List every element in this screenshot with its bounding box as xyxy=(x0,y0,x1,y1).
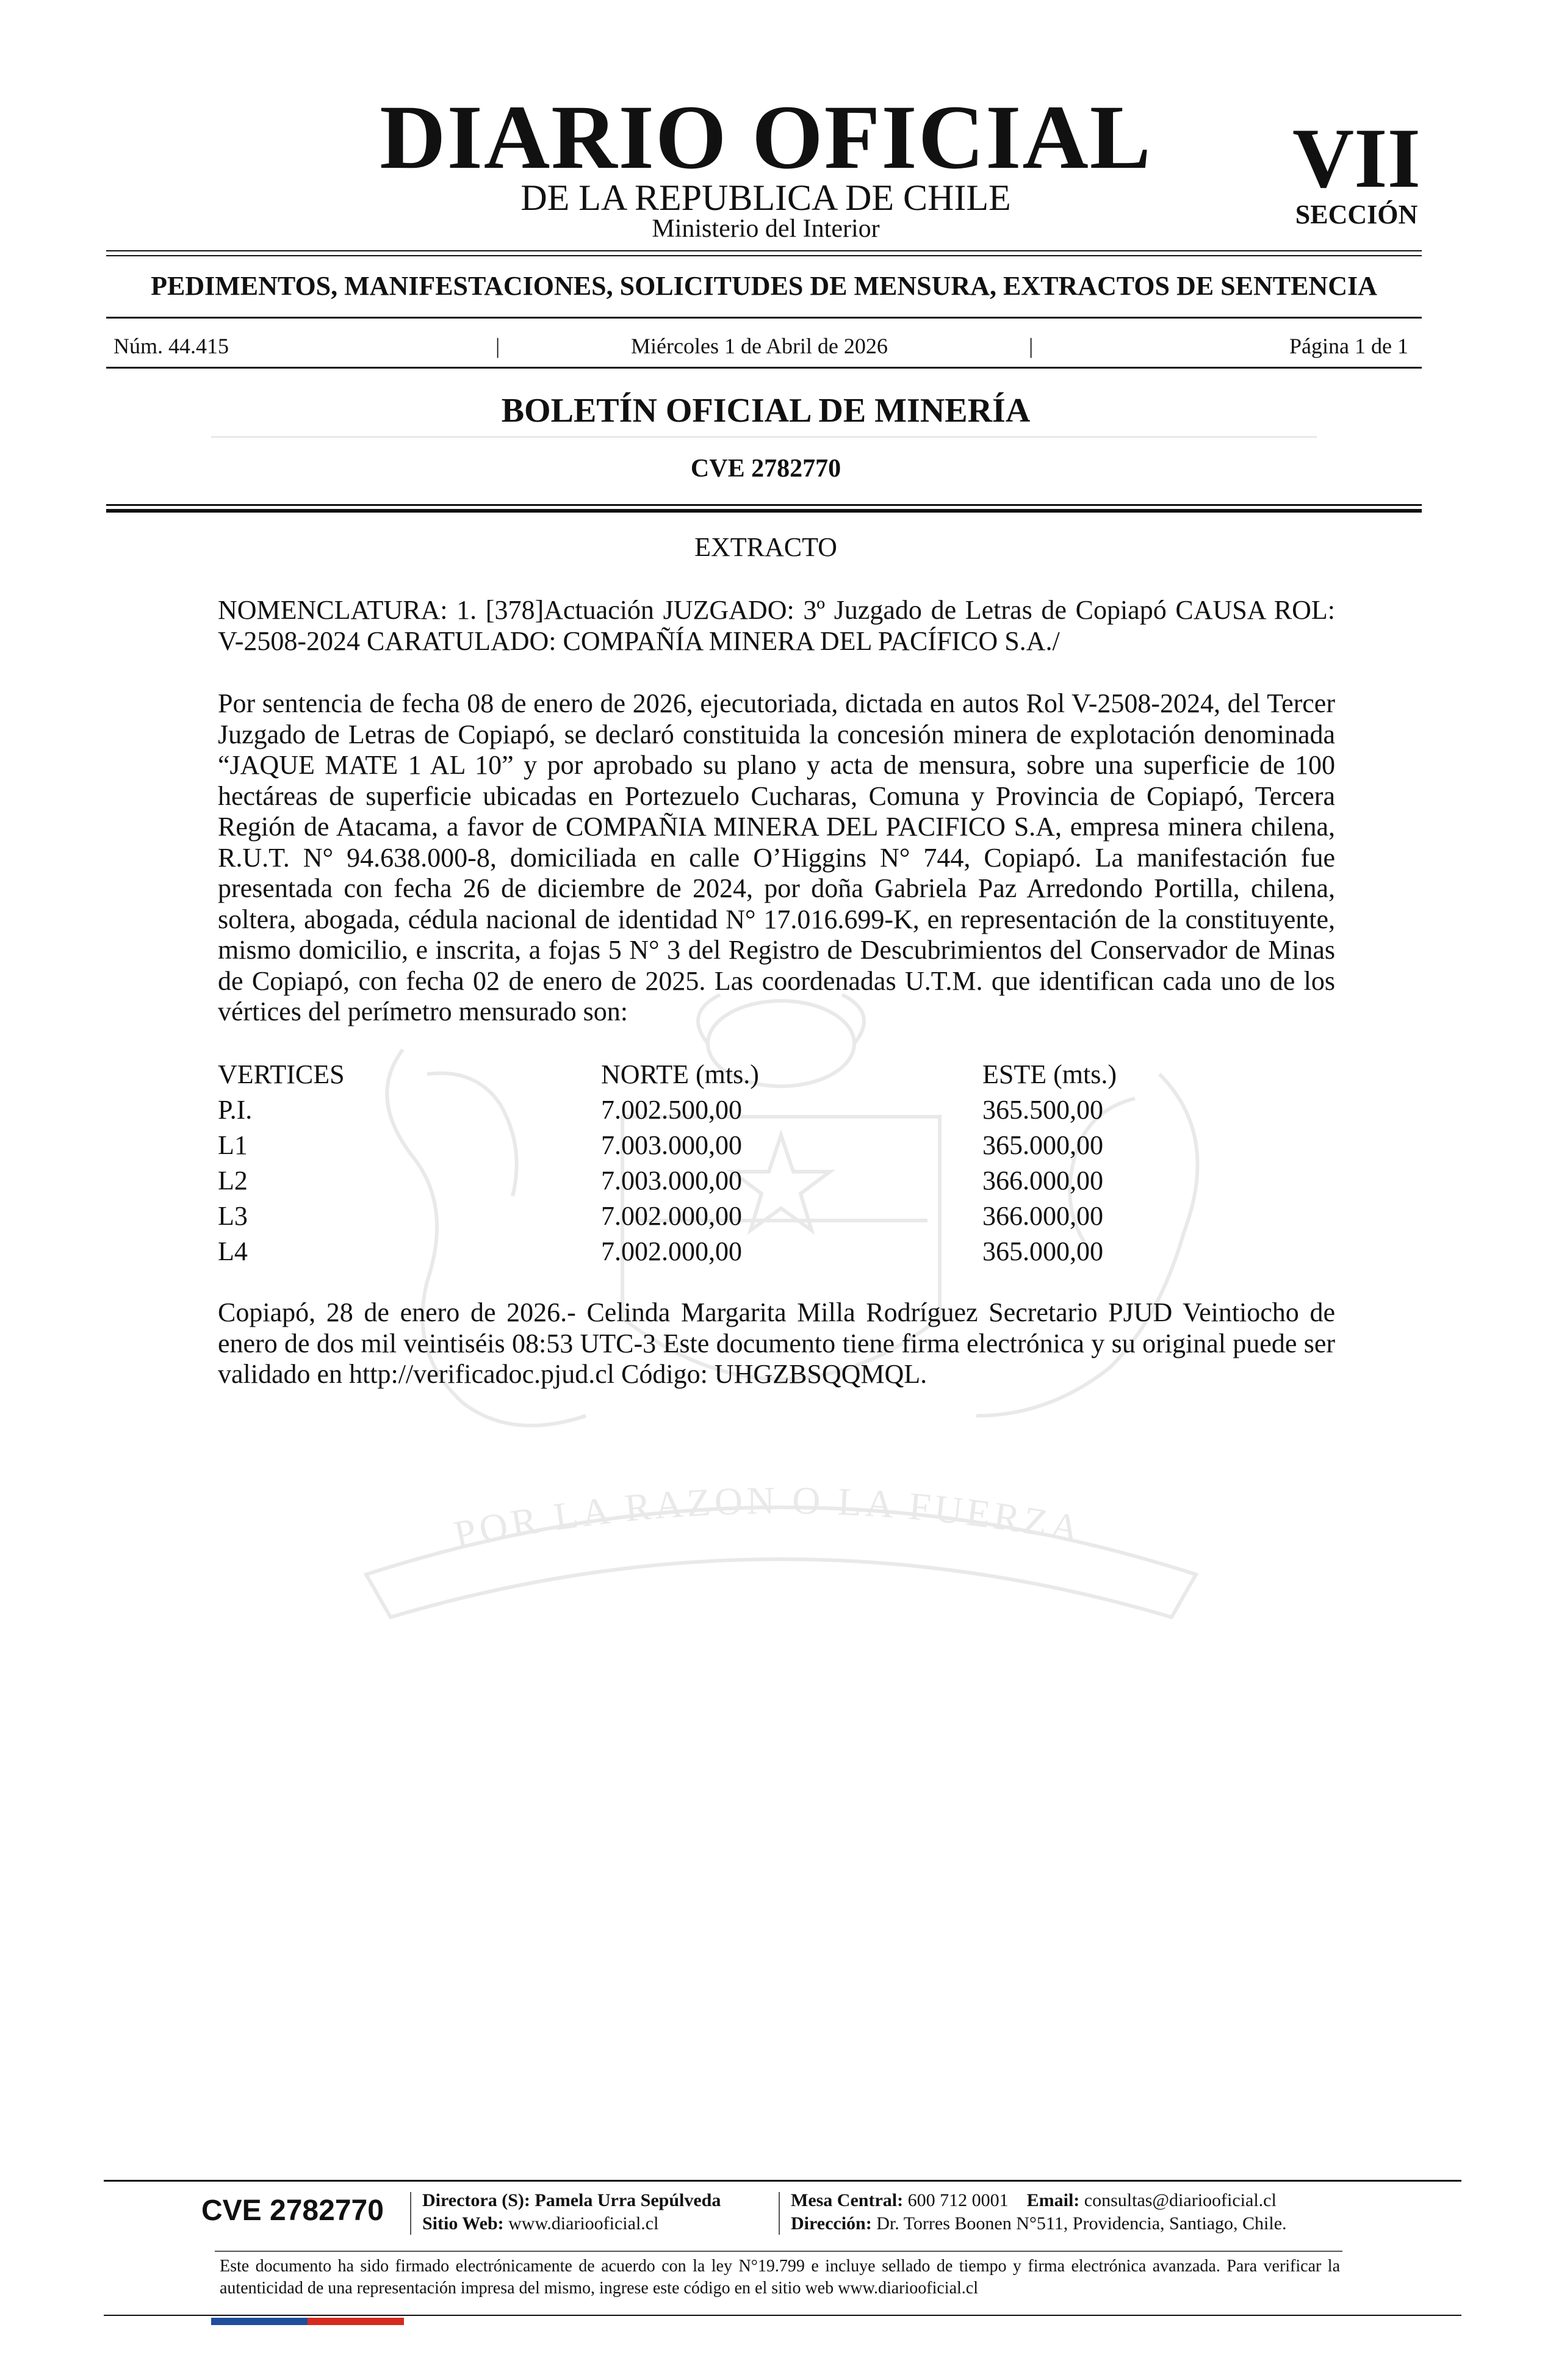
directora-value: Pamela Urra Sepúlveda xyxy=(535,2190,721,2210)
mesa-label: Mesa Central: xyxy=(791,2190,904,2210)
table-cell-este: 365.500,00 xyxy=(982,1095,1103,1125)
document-heading: EXTRACTO xyxy=(694,532,837,562)
nomenclatura-paragraph: NOMENCLATURA: 1. [378]Actuación JUZGADO: 3º Juzgado de Letras de Copiapó CAUSA ROL: V-2508-2024 CARATULADO: COMPAÑÍA MINERA DEL PACÍFICO S.A./ xyxy=(218,595,1335,656)
bulletin-thin-rule xyxy=(211,436,1317,438)
issue-date: Miércoles 1 de Abril de 2026 xyxy=(631,334,888,358)
table-header-norte: NORTE (mts.) xyxy=(601,1059,759,1089)
table-cell-vertex: P.I. xyxy=(218,1095,253,1125)
chile-flag-stripe xyxy=(211,2318,404,2325)
issue-info-row xyxy=(113,331,1422,361)
closing-paragraph: Copiapó, 28 de enero de 2026.- Celinda Margarita Milla Rodríguez Secretario PJUD Veintiocho de enero de dos mil veintiséis 08:53 UTC-3 Este documento tiene firma electrónica y su original puede ser validado en http://verificadoc.pjud.cl Código: UHGZBSQQMQL. xyxy=(218,1297,1335,1389)
section-label: SECCIÓN xyxy=(1295,200,1418,229)
table-header-row xyxy=(218,1058,1335,1093)
section-heading: PEDIMENTOS, MANIFESTACIONES, SOLICITUDES DE MENSURA, EXTRACTOS DE SENTENCIA xyxy=(151,271,1377,301)
section-numeral: VII xyxy=(1292,111,1421,206)
footer-legal-notice: Este documento ha sido firmado electrónicamente de acuerdo con la ley N°19.799 e incluye sellado de tiempo y firma electrónica avanzada. Para verificar la autenticidad de una representación impresa del mismo, ingrese este código en el sitio web www.diariooficial.cl xyxy=(220,2257,1340,2298)
cve-code: CVE 2782770 xyxy=(690,455,841,483)
masthead-rule xyxy=(106,250,1422,251)
footer-cve-code: CVE 2782770 xyxy=(201,2194,384,2227)
cve-rule xyxy=(106,504,1422,506)
table-row xyxy=(218,1235,1335,1270)
sitio-label: Sitio Web: xyxy=(422,2213,504,2234)
flag-blue-segment xyxy=(211,2318,308,2325)
issue-separator: | xyxy=(1029,334,1034,358)
mesa-value: 600 712 0001 xyxy=(907,2190,1009,2210)
masthead-rule-double xyxy=(106,255,1422,256)
direccion-label: Dirección: xyxy=(791,2213,872,2234)
table-row xyxy=(218,1164,1335,1199)
direccion-value: Dr. Torres Boonen N°511, Providencia, Santiago, Chile. xyxy=(876,2213,1287,2234)
table-row xyxy=(218,1128,1335,1164)
flag-red-segment xyxy=(308,2318,404,2325)
svg-text:POR LA RAZON O LA FUERZA xyxy=(450,1479,1086,1557)
table-header-vertices: VERTICES xyxy=(218,1059,345,1089)
table-row xyxy=(218,1199,1335,1235)
table-cell-vertex: L1 xyxy=(218,1130,248,1160)
cve-rule-thick xyxy=(106,509,1422,513)
table-cell-norte: 7.002.500,00 xyxy=(601,1095,742,1125)
footer-separator xyxy=(410,2192,411,2235)
masthead-title: DIARIO OFICIAL xyxy=(380,87,1152,188)
table-header-este: ESTE (mts.) xyxy=(982,1059,1117,1089)
table-cell-norte: 7.003.000,00 xyxy=(601,1166,742,1195)
sitio-value[interactable]: www.diariooficial.cl xyxy=(508,2213,659,2234)
table-cell-este: 365.000,00 xyxy=(982,1130,1103,1160)
footer-contact-left xyxy=(422,2189,721,2235)
table-cell-este: 366.000,00 xyxy=(982,1166,1103,1195)
footer-rule-bottom xyxy=(104,2315,1461,2316)
masthead-ministry: Ministerio del Interior xyxy=(652,215,880,243)
table-cell-este: 366.000,00 xyxy=(982,1201,1103,1231)
table-cell-norte: 7.002.000,00 xyxy=(601,1236,742,1266)
heading-rule xyxy=(106,317,1422,319)
table-cell-vertex: L2 xyxy=(218,1166,248,1195)
issue-page: Página 1 de 1 xyxy=(1289,334,1408,358)
table-cell-vertex: L4 xyxy=(218,1236,248,1266)
footer-contact-right xyxy=(791,2189,1287,2235)
footer-rule xyxy=(104,2180,1461,2182)
table-cell-este: 365.000,00 xyxy=(982,1236,1103,1266)
masthead-subtitle: DE LA REPUBLICA DE CHILE xyxy=(520,178,1011,218)
table-row xyxy=(218,1093,1335,1128)
table-cell-norte: 7.002.000,00 xyxy=(601,1201,742,1231)
table-cell-norte: 7.003.000,00 xyxy=(601,1130,742,1160)
footer-separator xyxy=(779,2192,780,2235)
directora-label: Directora (S): xyxy=(422,2190,530,2210)
issue-separator: | xyxy=(495,334,500,358)
bulletin-title: BOLETÍN OFICIAL DE MINERÍA xyxy=(501,392,1031,430)
issue-rule xyxy=(106,367,1422,369)
table-cell-vertex: L3 xyxy=(218,1201,248,1231)
issue-number: Núm. 44.415 xyxy=(113,334,229,358)
email-value[interactable]: consultas@diariooficial.cl xyxy=(1084,2190,1277,2210)
watermark-motto: POR LA RAZON O LA FUERZA xyxy=(450,1478,1087,1557)
sentence-paragraph: Por sentencia de fecha 08 de enero de 2026, ejecutoriada, dictada en autos Rol V-2508-2024, del Tercer Juzgado de Letras de Copiapó, se declaró constituida la concesión minera de explotación denominada “JAQUE MATE 1 AL 10” y por aprobado su plano y acta de mensura, sobre una superficie de 100 hectáreas de superficie ubicadas en Portezuelo Cucharas, Comuna y Provincia de Copiapó, Tercera Región de Atacama, a favor de COMPAÑIA MINERA DEL PACIFICO S.A, empresa minera chilena, R.U.T. N° 94.638.000-8, domiciliada en calle O’Higgins N° 744, Copiapó. La manifestación fue presentada con fecha 26 de diciembre de 2024, por doña Gabriela Paz Arredondo Portilla, chilena, soltera, abogada, cédula nacional de identidad N° 17.016.699-K, en representación de la constituyente, mismo domicilio, e inscrita, a fojas 5 N° 3 del Registro de Descubrimientos del Conservador de Minas de Copiapó, con fecha 02 de enero de 2025. Las coordenadas U.T.M. que identifican cada uno de los vértices del perímetro mensurado son: xyxy=(218,688,1335,1026)
email-label: Email: xyxy=(1026,2190,1080,2210)
footer-divider xyxy=(215,2251,1342,2252)
